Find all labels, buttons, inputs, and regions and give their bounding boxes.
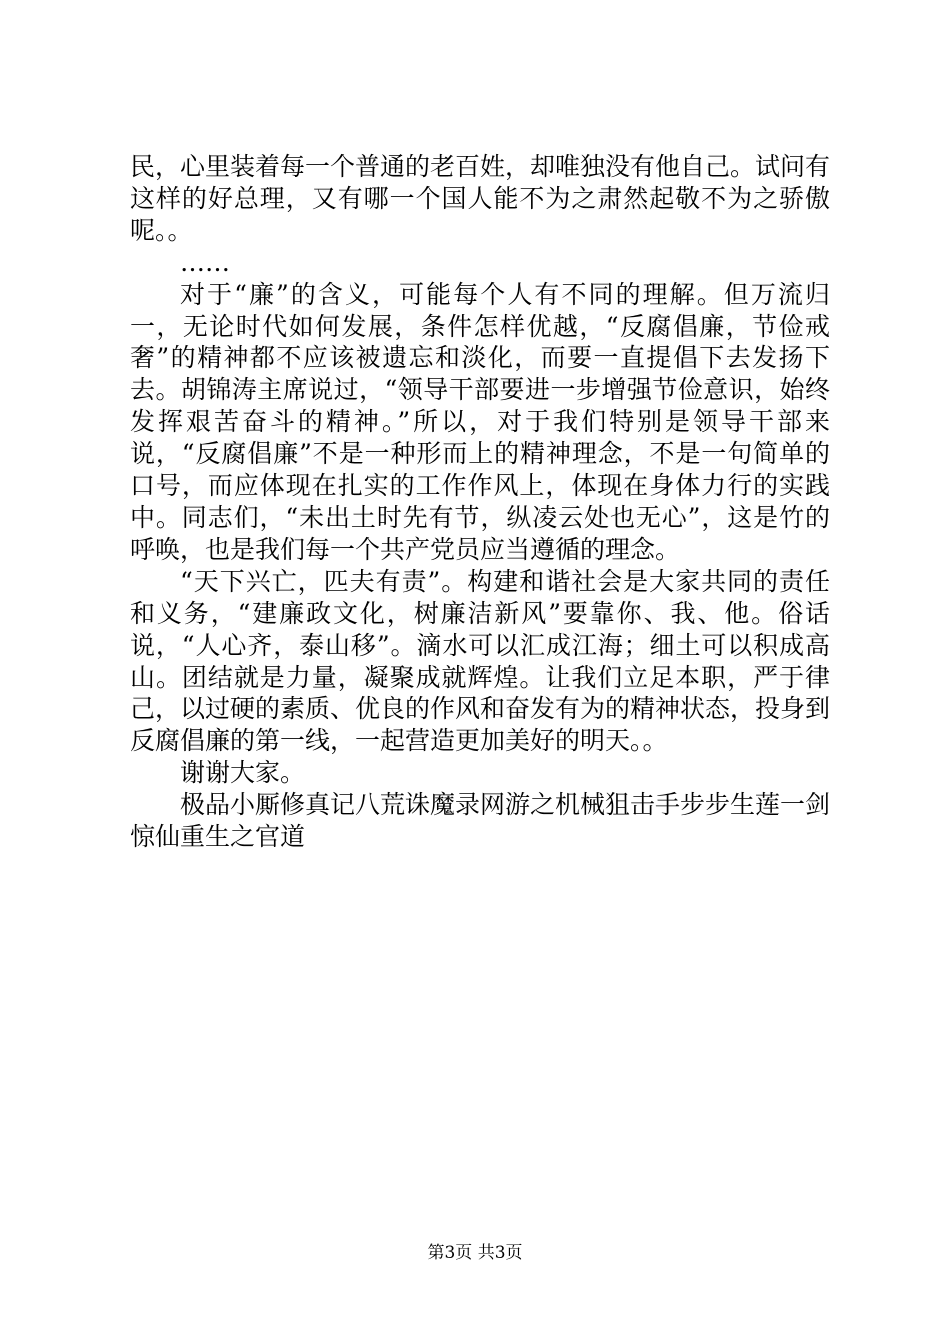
paragraph-thanks: 谢谢大家。: [180, 758, 306, 788]
page-footer: 第3页 共3页: [427, 1243, 523, 1263]
paragraph-meaning-of-lian: 对于“廉”的含义，可能每个人有不同的理解。但万流归一，无论时代如何发展，条件怎样优越，“反腐倡廉，节俭戒奢”的精神都不应该被遗忘和淡化，而要一直提倡下去发扬下去。胡锦涛主席说过，“领导干部要进一步增强节俭意识，始终发挥艰苦奋斗的精神。”所以，对于我们特别是领导干部来说，“反腐倡廉”不是一种形而上的精神理念，不是一句简单的口号，而应体现在扎实的工作作风上，体现在身体力行的实践中。同志们，“未出土时先有节，纵凌云处也无心”，这是竹的呼唤，也是我们每一个共产党员应当遵循的理念。: [130, 279, 830, 564]
document-body: [130, 151, 830, 853]
paragraph-harmonious-society: “天下兴亡，匹夫有责”。构建和谐社会是大家共同的责任和义务，“建廉政文化，树廉洁新风”要靠你、我、他。俗话说，“人心齐，泰山移”。滴水可以汇成江海；细土可以积成高山。团结就是力量，凝聚成就辉煌。让我们立足本职，严于律己，以过硬的素质、优良的作风和奋发有为的精神状态，投身到反腐倡廉的第一线，一起营造更加美好的明天。。: [130, 566, 831, 756]
paragraph-zhou-premier: 民，心里装着每一个普通的老百姓，却唯独没有他自己。试问有这样的好总理，又有哪一个国人能不为之肃然起敬不为之骄傲呢。。: [130, 152, 831, 245]
ellipsis-line: ……: [180, 247, 230, 277]
paragraph-novel-titles: 极品小厮修真记八荒诛魔录网游之机械狙击手步步生莲一剑惊仙重生之官道: [130, 790, 831, 852]
